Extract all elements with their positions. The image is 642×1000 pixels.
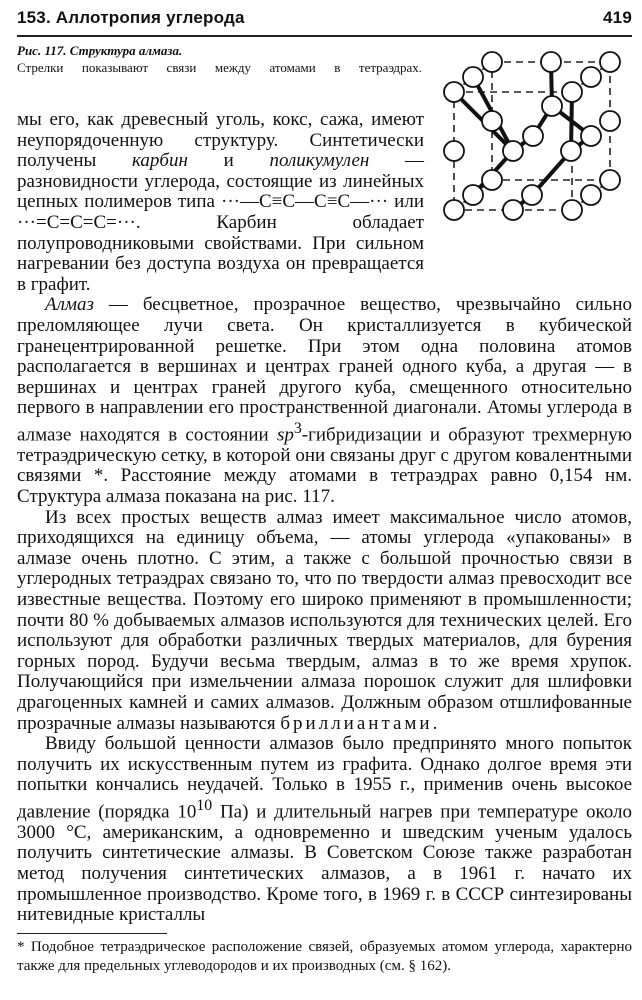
page-number: 419 [603, 8, 632, 27]
body-text [17, 110, 632, 926]
text-run: Из всех простых веществ алмаз имеет максимальное число атомов, приходящихся на единицу объема, — атомы углерода «упакованы» в алмазе очень плотно. С этим, а также с большой прочностью связи в углеродных тетраэдрах связано то, что по твердости алмаз превосходит все известные вещества. Поэтому его широко применяют в промышленности; почти 80 % добываемых алмазов используются для технических целей. Его используют для обработки различных твердых материалов, для бурения горных пород. Будучи весьма твердым, алмаз в то же время хрупок. Получающийся при измельчении алмаза порошок служит для шлифовки драгоценных камней и самих алмазов. Должным образом отшлифованные прозрачные алмазы называются [17, 506, 632, 734]
term-diamond: Алмаз [45, 294, 94, 316]
term-brilliants: бриллиантами [280, 712, 433, 734]
superscript: 3 [293, 419, 302, 437]
footnote-rule [17, 933, 167, 934]
text-run: — разновидности углерода, состоящие из линейных цепных полимеров типа ···—C≡C—C≡C—··· или ···=C=C=C=···. Карбин обладает полупроводниковыми свойствами. При сильном нагревании без доступа воздуха он превращается в графит. [17, 150, 425, 295]
text-run: -гибридизации и образуют трехмерную тетраэдрическую сетку, в которой они связаны друг с другом ковалентными связями *. Расстояние между атомами в тетраэдрах равно 0,154 нм. Структура алмаза показана на рис. 117. [17, 424, 632, 508]
header-rule [17, 35, 632, 37]
figure-caption [17, 42, 422, 76]
term-carbyne: карбин [132, 150, 188, 172]
page-header [17, 8, 632, 34]
text-run: Па) и длительный нагрев при температуре около 3000 °C, американским, а одновременно и шведским ученым удалось получить синтетические алмазы. В Советском Союзе также разработан метод получения синтетических алмазов, а в 1961 г. начато их промышленное производство. Кроме того, в 1969 г. в СССР синтезированы нитевидные кристаллы [17, 801, 632, 926]
caption-title: Рис. 117. Структура алмаза. [17, 43, 183, 58]
text-run: . [432, 712, 438, 734]
paragraph-carbyne [17, 110, 424, 295]
text-run: Ввиду большой ценности алмазов было предпринято много попыток получить их искусственным путем из графита. Однако долгое время эти попытки кончались неудачей. Только в 1955 г., применив очень высокое давление (порядка 10 [17, 733, 632, 823]
paragraph-synthesis [17, 734, 632, 926]
term-sp: sp [276, 424, 294, 446]
footnote: * Подобное тетраэдрическое расположение связей, образуемых атомом углерода, характерно также для предельных углеводородов и их производных (см. § 162). [17, 939, 632, 974]
text-run: — бесцветное, прозрачное вещество, чрезвычайно сильно преломляющее лучи света. Он кристаллизуется в кубической гранецентрированной решетке. При этом одна половина атомов располагается в вершинах и центрах граней одного куба, а другая — в вершинах и центрах граней другого куба, смещенного относительно первого в направлении его пространственной диагонали. Атомы углерода в алмазе находятся в состоянии [17, 294, 632, 446]
superscript: 10 [196, 796, 213, 814]
text-run: и [187, 150, 270, 172]
term-polycumulene: поликумулен [269, 150, 370, 172]
paragraph-diamond [17, 295, 632, 507]
text-run: мы его, как древесный уголь, кокс, сажа, имеют неупорядоченную структуру. Синтетически получены [17, 109, 424, 172]
section-title: 153. Аллотропия углерода [17, 8, 245, 27]
paragraph-hardness [17, 508, 632, 735]
caption-text: Стрелки показывают связи между атомами в тетраэдрах. [17, 60, 422, 75]
